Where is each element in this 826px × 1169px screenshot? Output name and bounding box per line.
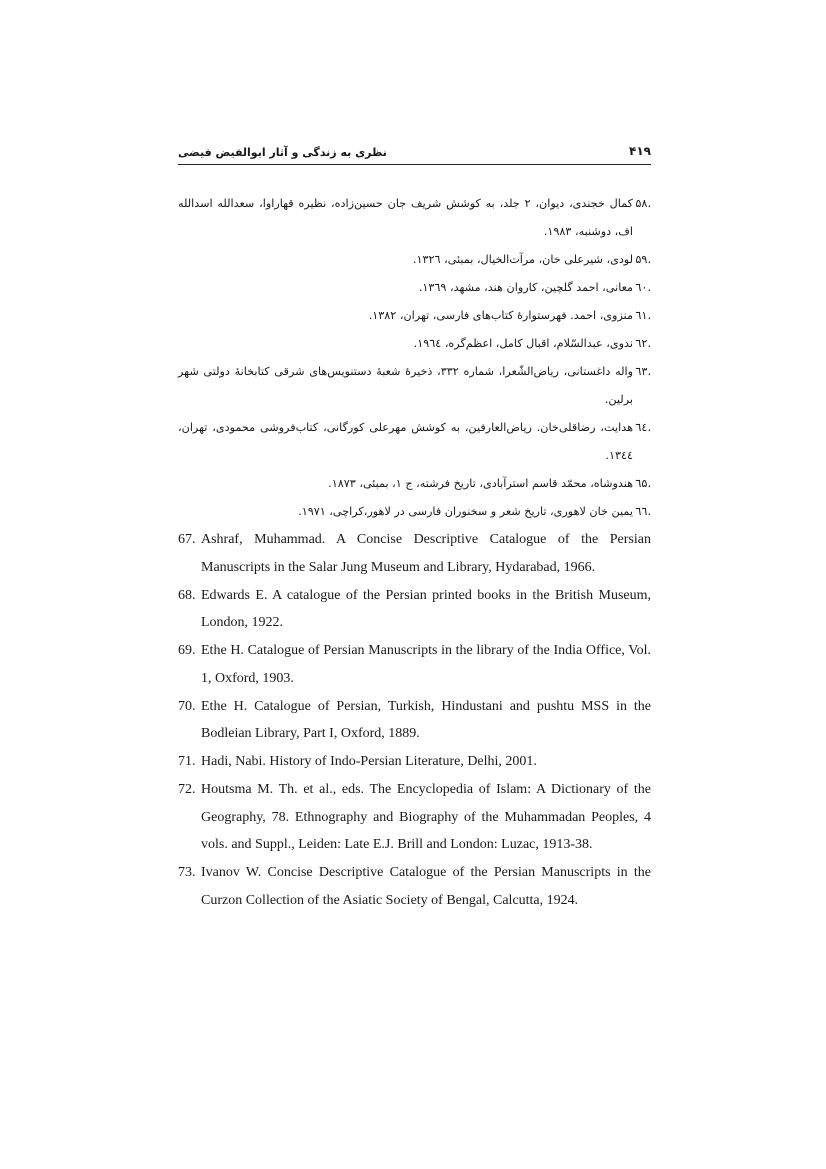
page-number: ۴۱۹: [629, 144, 651, 158]
reference-item: [178, 693, 651, 748]
reference-text: هندوشاه، محمّد قاسم استرآبادی، تاریخ فرشته، ج ۱، بمبئی، ۱۸۷۳.: [328, 477, 633, 490]
reference-text: ندوی، عبدالسّلام، اقبال کامل، اعظم‌گره، ۱۹٦٤.: [413, 337, 633, 350]
reference-item: [178, 637, 651, 692]
reference-item: [178, 859, 651, 914]
reference-item: [178, 776, 651, 859]
reference-text: لودی، شیرعلی خان، مرآت‌الخیال، بمبئی، ۱۳۲٦.: [412, 253, 633, 266]
reference-number: 73.: [178, 865, 196, 880]
reference-item: [178, 748, 651, 776]
reference-item: [178, 274, 651, 302]
reference-item: [178, 190, 651, 246]
reference-text: Ethe H. Catalogue of Persian, Turkish, Hindustani and pushtu MSS in the Bodleian Library, Part I, Oxford, 1889.: [201, 698, 651, 741]
reference-text: واله داغستانی، ریاض‌الشّعرا، شماره ۳۳۲، ذخیرهٔ شعبهٔ دستنویس‌های شرقی کتابخانهٔ دولتی شهر برلین.: [178, 365, 633, 406]
reference-item: [178, 246, 651, 274]
reference-text: معانی، احمد گلچین، کاروان هند، مشهد، ۱۳٦۹.: [418, 281, 633, 294]
running-title: نظری به زندگی و آثار ابوالفیض فیضی: [178, 146, 387, 159]
reference-number: 70.: [178, 698, 196, 714]
bibliography-list: [178, 190, 651, 914]
reference-text: Ethe H. Catalogue of Persian Manuscripts in the library of the India Office, Vol. 1, Oxford, 1903.: [201, 643, 651, 686]
reference-text: Edwards E. A catalogue of the Persian printed books in the British Museum, London, 1922.: [201, 587, 651, 630]
reference-item: [178, 302, 651, 330]
reference-text: Houtsma M. Th. et al., eds. The Encyclopedia of Islam: A Dictionary of the Geography, 78. Ethnography and Biography of the Muhammadan Peoples, 4 vols. and Suppl., Leiden: Late E.J. Brill and London: Luzac, 1913-38.: [201, 782, 651, 852]
reference-text: هدایت، رضاقلی‌خان. ریاض‌العارفین، به کوشش مهرعلی کورگانی، کتاب‌فروشی محمودی، تهران، ۱۳٤٤.: [178, 421, 633, 462]
reference-number: .٦۵: [635, 477, 651, 490]
reference-number: 68.: [178, 587, 196, 603]
reference-number: .٦٦: [635, 505, 651, 518]
reference-number: 69.: [178, 643, 196, 658]
reference-number: .٦۳: [635, 365, 651, 378]
reference-text: منزوی، احمد. فهرستوارهٔ کتاب‌های فارسی، تهران، ۱۳۸۲.: [368, 309, 633, 322]
reference-item: [178, 358, 651, 414]
reference-item: [178, 330, 651, 358]
running-header: [178, 140, 651, 165]
reference-number: .٦۰: [635, 281, 651, 294]
reference-item: [178, 470, 651, 498]
reference-number: .۵۸: [635, 197, 651, 210]
reference-number: .٦۲: [635, 337, 651, 350]
reference-number: .۵۹: [635, 253, 651, 266]
book-page: [178, 140, 651, 915]
reference-text: کمال خجندی، دیوان، ۲ جلد، به کوشش شریف جان حسین‌زاده، نظیره قهاراوا، سعدالله اسدالله اف، دوشنبه، ۱۹۸۳.: [178, 197, 633, 238]
reference-number: 71.: [178, 754, 196, 769]
reference-item: [178, 498, 651, 526]
reference-item: [178, 414, 651, 470]
reference-number: .٦۱: [635, 309, 651, 322]
reference-number: 72.: [178, 782, 196, 797]
reference-number: 67.: [178, 532, 196, 547]
reference-text: یمین خان لاهوری، تاریخ شعر و سخنوران فارسی در لاهور،کراچی، ۱۹۷۱.: [298, 505, 633, 518]
reference-text: Ivanov W. Concise Descriptive Catalogue of the Persian Manuscripts in the Curzon Collection of the Asiatic Society of Bengal, Calcutta, 1924.: [201, 865, 651, 908]
reference-text: Ashraf, Muhammad. A Concise Descriptive Catalogue of the Persian Manuscripts in the Salar Jung Museum and Library, Hydarabad, 1966.: [201, 532, 651, 575]
reference-item: [178, 582, 651, 637]
reference-item: [178, 526, 651, 581]
reference-text: Hadi, Nabi. History of Indo-Persian Literature, Delhi, 2001.: [201, 754, 537, 769]
reference-number: .٦٤: [635, 421, 651, 434]
